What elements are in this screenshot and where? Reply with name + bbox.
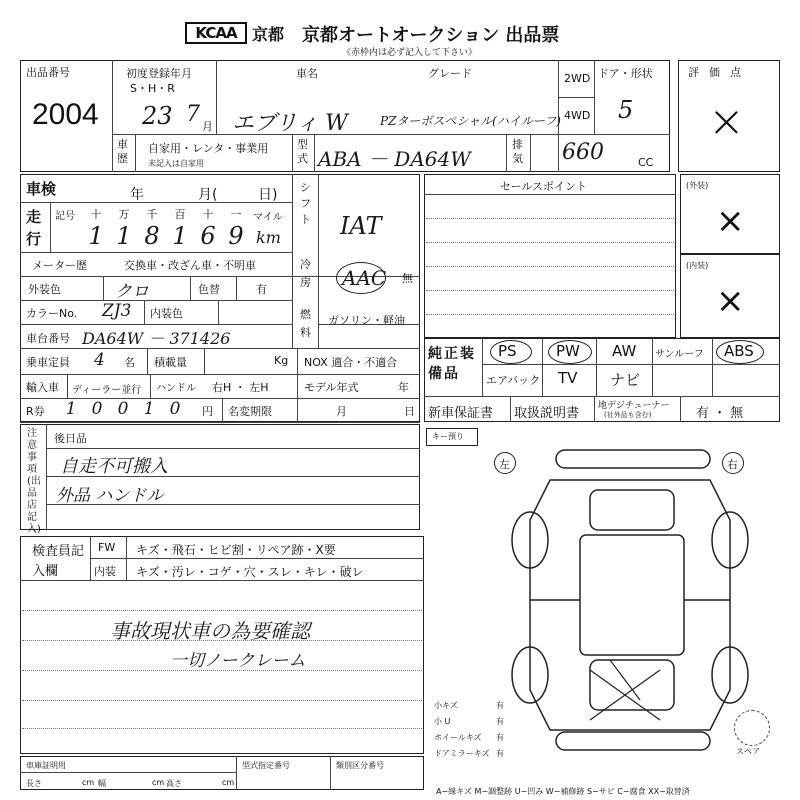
docs-has: 有 ・ 無 (696, 406, 744, 421)
post-label: 後日品 (54, 432, 87, 445)
interior-box-label: (内装) (686, 261, 709, 270)
equip-tv: TV (558, 369, 578, 387)
fuel-label: 燃料 (300, 308, 311, 339)
logo-text: KCAA (195, 24, 237, 42)
nox-label: NOX 適合・不適合 (304, 356, 398, 369)
equip-ps: PS (498, 342, 517, 360)
spare-circle (734, 710, 770, 746)
legend-value: 有 (496, 717, 504, 726)
int-label: 内装 (94, 565, 116, 578)
sales-point-label: セールスポイント (500, 180, 588, 193)
length-label: 長さ (26, 779, 42, 788)
mileage-mark-label: 記号 (55, 211, 75, 222)
mileage-unit: 十 (90, 208, 102, 221)
equip-airbag: エアバック (486, 374, 541, 387)
mileage-digit: 1 (116, 222, 132, 250)
class-label: 類別区分番号 (336, 761, 384, 770)
interior-box-mark: × (716, 281, 745, 321)
mileage-unit: 一 (230, 208, 242, 221)
exterior-box-mark: × (716, 201, 745, 241)
name-change-month: 月 (336, 405, 347, 418)
fw-label: FW (98, 541, 116, 554)
eval-mark: × (708, 96, 745, 147)
car-grade: PZターボスペシャル(ハイルーフ) (380, 114, 561, 128)
import-label: 輸入車 (26, 381, 59, 394)
digitune-note: (社外品も含む) (604, 411, 652, 419)
chassis-label: 車台番号 (26, 332, 70, 345)
mileage-digit: 9 (228, 222, 244, 250)
door-label: ドア・形状 (598, 67, 653, 80)
recycle-digits (58, 399, 188, 419)
chassis-value: DA64W － 371426 (82, 329, 231, 348)
reg-month: 7 (186, 102, 200, 127)
recycle-digit: 0 (169, 399, 181, 419)
car-name: エブリィ W (232, 111, 348, 136)
recycle-digit: 1 (143, 399, 155, 419)
legend-value: 有 (496, 733, 504, 742)
color-no-value: ZJ3 (102, 301, 132, 321)
meter-history-options: 交換車・改ざん車・不明車 (124, 259, 256, 272)
legend-label: ホイールキズ (434, 733, 482, 742)
mileage-units (82, 206, 252, 222)
ps-circle (490, 340, 532, 364)
mileage-digit: 8 (144, 222, 160, 250)
ac-value: AAC (342, 266, 387, 290)
equip-abs: ABS (724, 342, 754, 360)
cert-label: 車庫証明用 (26, 761, 66, 770)
mileage-unit: 万 (118, 208, 130, 221)
mileage-label: 走行 (26, 208, 42, 248)
recycle-digit: 0 (117, 399, 129, 419)
name-change-day: 日 (404, 405, 415, 418)
diagram-left: 左 (499, 458, 510, 471)
notes-label: 注意事項(出品店記入) (27, 428, 41, 535)
legend-label: 小 U (434, 717, 451, 726)
warranty-label: 新車保証書 (428, 406, 494, 421)
inspection-year: 年 (130, 187, 144, 203)
interior-color-label: 内装色 (150, 307, 183, 320)
damage-codes: A−線キズ M−調整跡 U−凹み W−補修跡 S−サビ C−腐食 XX−取替済 (436, 787, 690, 796)
usage-options: 自家用・レンタ・事業用 (148, 142, 269, 155)
legend-value: 有 (496, 701, 504, 710)
import-dealer: ディーラー並行 (72, 385, 142, 396)
width-label: 幅 (98, 779, 106, 788)
inspection-month: 月( (198, 187, 218, 203)
mileage-unit: 十 (202, 208, 214, 221)
reg-year: 23 (142, 102, 173, 130)
usage-note: 未記入は自家用 (148, 159, 204, 168)
equipment-label: 純正装備品 (428, 346, 476, 382)
width-unit: cm (152, 778, 165, 787)
drive-2wd: 2WD (564, 72, 591, 85)
mileage-unit-mile: マイル (253, 212, 283, 223)
notes-line2: 外品 ハンドル (56, 486, 164, 506)
model-year-unit: 年 (398, 381, 409, 394)
capacity-value: 4 (94, 350, 105, 370)
ac-circle (336, 262, 386, 294)
lot-number: 2004 (32, 98, 99, 131)
legend-value: 有 (496, 749, 504, 758)
equip-navi: ナビ (610, 371, 641, 389)
exterior-color-label: 外装色 (28, 283, 61, 296)
capacity-label: 乗車定員 (26, 356, 70, 369)
load-unit: Kg (274, 354, 289, 367)
reg-label: 初度登録年月 (126, 67, 192, 80)
eval-label: 評価点 (688, 66, 751, 79)
length-unit: cm (82, 778, 95, 787)
page-title: 京都オートオークション 出品票 (302, 25, 560, 46)
shift-label: シフト (300, 181, 311, 226)
page-subtitle: 《赤枠内は必ず記入して下さい》 (342, 48, 478, 58)
abs-circle (716, 340, 764, 364)
grade-label: グレード (428, 67, 472, 80)
displacement-unit: CC (638, 156, 654, 169)
recycle-unit: 円 (202, 405, 213, 418)
equip-pw: PW (556, 342, 580, 360)
legend-label: ドアミラーキズ (434, 749, 490, 758)
mileage-unit: 百 (174, 208, 186, 221)
usage-label: 車歴 (117, 138, 128, 165)
recycle-digit: 1 (65, 399, 77, 419)
damage-legend (434, 698, 504, 762)
kcaa-logo (185, 22, 247, 44)
ac-label: 冷房 (300, 258, 311, 289)
inspector-label: 検査員記入欄 (32, 544, 85, 579)
recycle-label: R券 (26, 405, 45, 418)
mileage-digit: 6 (200, 222, 216, 250)
model-value: ABA － DA64W (318, 147, 471, 171)
door-value: 5 (618, 96, 634, 124)
spare-label: スペア (736, 747, 760, 756)
car-diagram (490, 440, 770, 760)
inspection-label: 車検 (26, 180, 57, 198)
handle-options: 右H ・ 左H (212, 381, 269, 394)
load-label: 積載量 (154, 356, 187, 369)
inspector-comment2: 一切ノークレーム (170, 651, 306, 671)
equip-aw: AW (612, 342, 637, 360)
ac-none: 無 (402, 272, 413, 285)
mileage-digit: 1 (172, 222, 188, 250)
recycle-digit: 0 (91, 399, 103, 419)
lot-label: 出品番号 (26, 66, 70, 79)
paint-label: 色替 (198, 283, 220, 296)
capacity-unit: 名 (124, 356, 135, 369)
color-no-label: カラーNo. (26, 307, 78, 320)
handle-label: ハンドル (156, 383, 196, 394)
int-items: キズ・汚レ・コゲ・穴・スレ・キレ・破レ (136, 565, 364, 579)
displacement-label: 排気 (512, 138, 523, 165)
height-unit: cm (222, 778, 235, 787)
displacement-value: 660 (562, 140, 604, 165)
shift-value: IAT (340, 212, 382, 240)
paint-value: 有 (256, 283, 267, 296)
exterior-color-value: クロ (115, 282, 149, 302)
fuel-options: ガソリン・軽油 (328, 314, 405, 327)
equip-sunroof: サンルーフ (655, 349, 704, 360)
type-label: 型式指定番号 (242, 761, 290, 770)
diagram-right: 右 (727, 458, 738, 471)
reg-month-unit: 月 (202, 120, 213, 133)
inspector-comment1: 事故現状車の為要確認 (110, 619, 310, 643)
model-year-label: モデル年式 (304, 381, 359, 394)
legend-label: 小キズ (434, 701, 458, 710)
meter-history-label: メーター歴 (32, 259, 87, 272)
digitune-label: 地デジチューナー (598, 401, 670, 411)
name-change-label: 名変期限 (228, 405, 272, 418)
car-name-label: 車名 (296, 67, 318, 80)
key-label: キー預り (432, 432, 464, 441)
mileage-unit-value: km (256, 228, 281, 247)
logo-city: 京都 (252, 25, 285, 44)
drive-4wd: 4WD (564, 109, 591, 122)
model-label: 型式 (297, 138, 308, 165)
manual-label: 取扱説明書 (514, 406, 580, 421)
mileage-digit: 1 (88, 222, 104, 250)
fw-items: キズ・飛石・ヒビ割・リペア跡・X要 (136, 543, 336, 557)
reg-era: S・H・R (130, 82, 175, 95)
exterior-box-label: (外装) (686, 181, 709, 190)
pw-circle (548, 340, 592, 364)
mileage-unit: 千 (146, 208, 158, 221)
inspection-day: 日) (258, 187, 278, 203)
mileage-digits (82, 222, 252, 250)
notes-line1: 自走不可搬入 (60, 456, 168, 477)
height-label: 高さ (166, 779, 182, 788)
